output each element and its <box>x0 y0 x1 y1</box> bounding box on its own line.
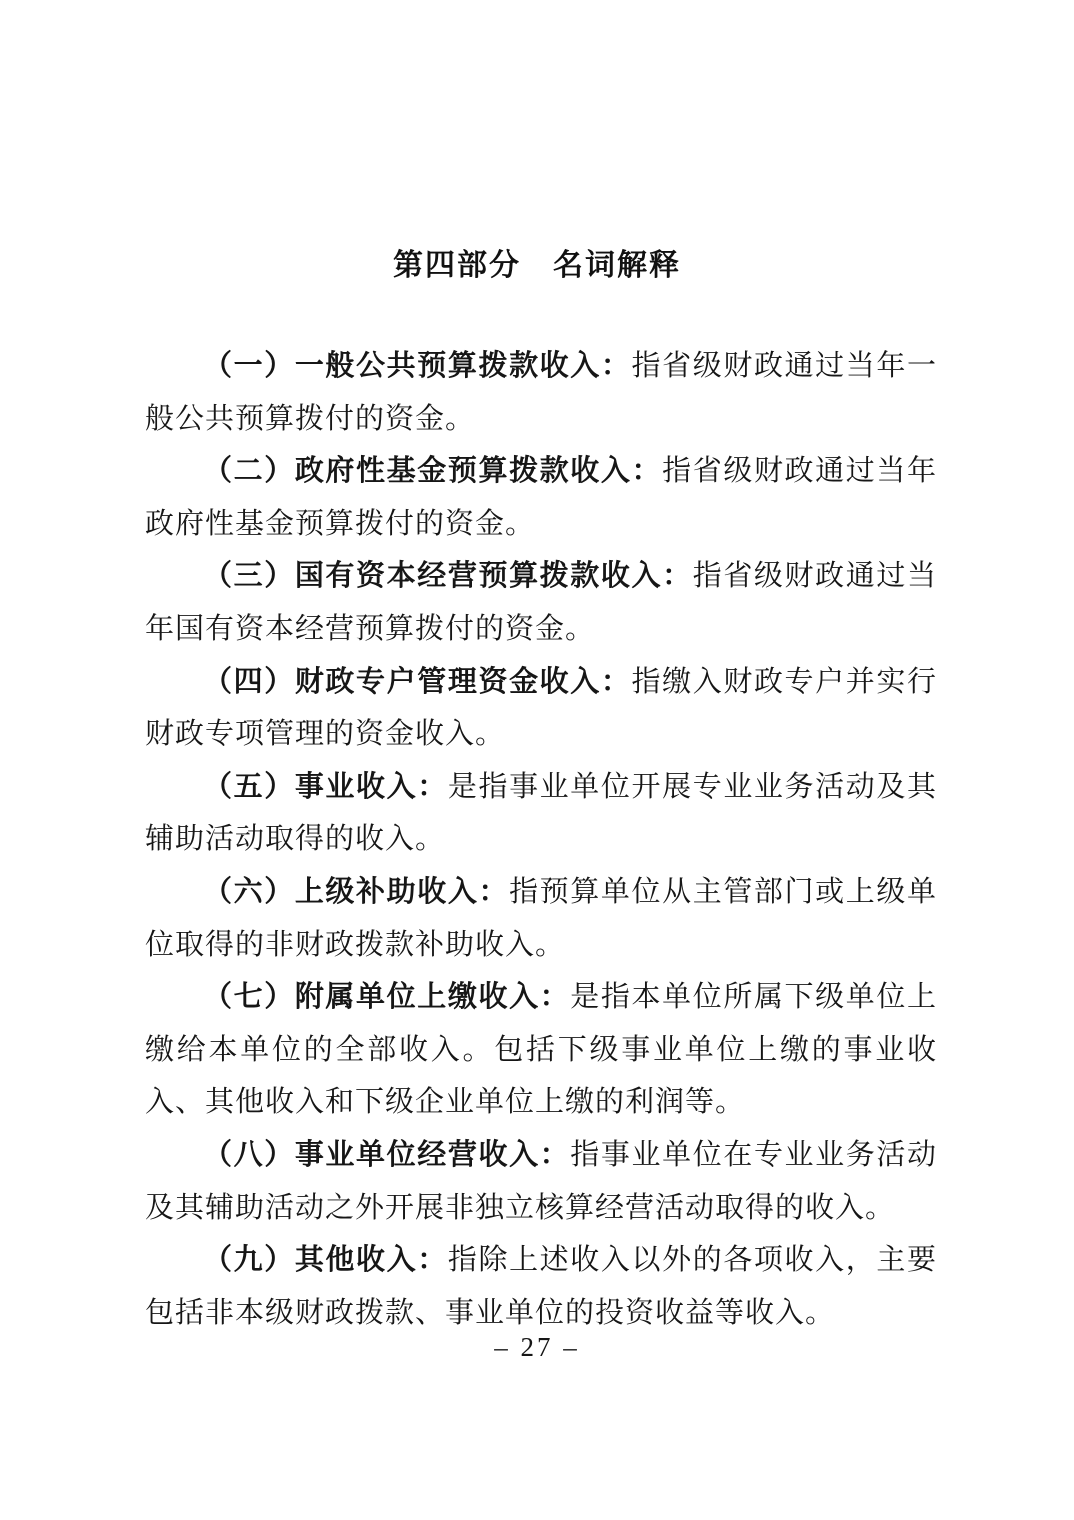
term-definition: 指预算单位从主管部门或上级单位取得的非财政拨款补助收入。 <box>145 875 937 961</box>
definitions-list <box>145 340 937 1339</box>
definition-paragraph <box>145 340 937 445</box>
term-definition: 指省级财政通过当年国有资本经营预算拨付的资金。 <box>145 560 937 645</box>
definition-paragraph <box>145 971 937 1129</box>
term-label: （三）国有资本经营预算拨款收入： <box>203 560 693 593</box>
definition-paragraph <box>145 866 937 971</box>
term-definition: 是指本单位所属下级单位上缴给本单位的全部收入。包括下级事业单位上缴的事业收入、其他收入和下级企业单位上缴的利润等。 <box>145 981 937 1119</box>
term-label: （一）一般公共预算拨款收入： <box>203 350 632 382</box>
definition-paragraph <box>145 445 937 550</box>
term-label: （八）事业单位经营收入： <box>203 1138 571 1171</box>
term-definition: 是指事业单位开展专业业务活动及其辅助活动取得的收入。 <box>145 770 937 856</box>
definition-paragraph <box>145 550 937 655</box>
definition-paragraph <box>145 1234 937 1339</box>
term-label: （七）附属单位上缴收入： <box>203 981 571 1014</box>
term-label: （二）政府性基金预算拨款收入： <box>203 455 663 488</box>
term-label: （五）事业收入： <box>203 770 448 803</box>
term-definition: 指缴入财政专户并实行财政专项管理的资金收入。 <box>145 665 937 751</box>
term-definition: 指省级财政通过当年政府性基金预算拨付的资金。 <box>145 455 937 540</box>
definition-paragraph <box>145 1129 937 1234</box>
definition-paragraph <box>145 761 937 866</box>
page-number: – 27 – <box>494 1332 580 1362</box>
definition-paragraph <box>145 656 937 761</box>
term-definition: 指除上述收入以外的各项收入，主要包括非本级财政拨款、事业单位的投资收益等收入。 <box>145 1244 937 1329</box>
term-label: （九）其他收入： <box>203 1244 448 1277</box>
term-definition: 指省级财政通过当年一般公共预算拨付的资金。 <box>145 350 937 435</box>
term-definition: 指事业单位在专业业务活动及其辅助活动之外开展非独立核算经营活动取得的收入。 <box>145 1138 937 1224</box>
term-label: （六）上级补助收入： <box>203 875 510 908</box>
page-title: 第四部分 名词解释 <box>393 249 681 282</box>
term-label: （四）财政专户管理资金收入： <box>203 665 632 698</box>
